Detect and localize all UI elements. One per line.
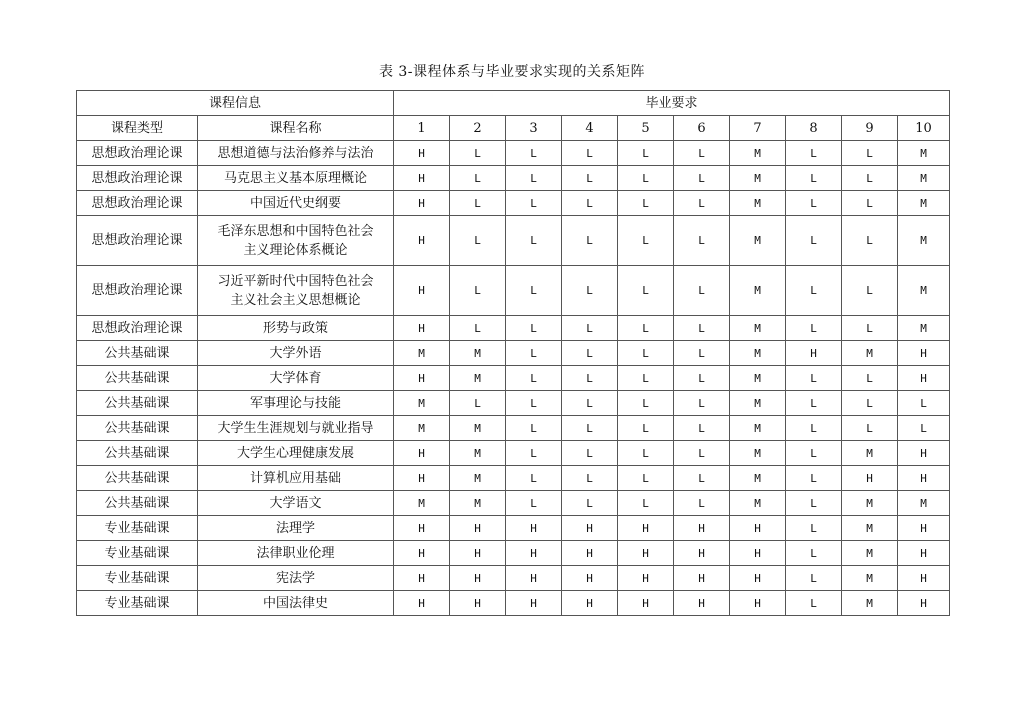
grade-cell: L [786,391,842,416]
table-row [77,166,950,191]
grade-cell: L [506,416,562,441]
course-type-cell: 思想政治理论课 [77,166,198,191]
grade-cell: L [562,216,618,266]
grade-cell: H [450,541,506,566]
grade-cell: L [562,366,618,391]
grade-cell: H [618,566,674,591]
grade-cell: M [730,391,786,416]
course-type-cell: 思想政治理论课 [77,191,198,216]
grade-cell: L [674,391,730,416]
grade-cell: L [842,141,898,166]
grade-cell: M [898,491,950,516]
grade-cell: H [506,541,562,566]
grade-cell: L [674,466,730,491]
table-row [77,316,950,341]
course-name-cell: 大学语文 [198,491,394,516]
table-row [77,191,950,216]
table-row [77,466,950,491]
grade-cell: H [394,316,450,341]
grade-cell: H [842,466,898,491]
grade-cell: L [506,441,562,466]
grade-cell: L [898,416,950,441]
grade-cell: M [730,266,786,316]
grade-cell: H [730,566,786,591]
header-course-type: 课程类型 [77,116,198,141]
grade-cell: L [842,191,898,216]
grade-cell: H [506,591,562,616]
table-row [77,441,950,466]
grade-cell: L [618,266,674,316]
course-name-line: 习近平新时代中国特色社会 [217,273,374,289]
course-type-cell: 公共基础课 [77,491,198,516]
grade-cell: H [394,466,450,491]
grade-cell: L [618,466,674,491]
course-name-cell: 中国法律史 [198,591,394,616]
grade-cell: L [562,491,618,516]
course-name-line: 主义理论体系概论 [243,242,348,258]
grade-cell: H [786,341,842,366]
grade-cell: L [786,191,842,216]
grade-cell: M [730,191,786,216]
grade-cell: L [786,591,842,616]
grade-cell: L [786,491,842,516]
course-type-cell: 思想政治理论课 [77,266,198,316]
header-req-7: 7 [730,116,786,141]
grade-cell: L [618,491,674,516]
grade-cell: H [450,591,506,616]
table-row [77,491,950,516]
grade-cell: L [450,166,506,191]
grade-cell: M [730,366,786,391]
grade-cell: H [730,516,786,541]
grade-cell: L [618,341,674,366]
grade-cell: L [562,166,618,191]
header-graduation-requirements: 毕业要求 [394,91,950,116]
grade-cell: H [394,216,450,266]
grade-cell: H [674,516,730,541]
grade-cell: H [450,516,506,541]
grade-cell: M [842,541,898,566]
grade-cell: L [562,466,618,491]
grade-cell: M [450,441,506,466]
course-name-cell: 宪法学 [198,566,394,591]
course-name-cell: 大学外语 [198,341,394,366]
table-row [77,541,950,566]
grade-cell: L [898,391,950,416]
table-row [77,266,950,316]
grade-cell: M [450,366,506,391]
grade-cell: M [730,166,786,191]
header-req-4: 4 [562,116,618,141]
course-name-cell: 中国近代史纲要 [198,191,394,216]
grade-cell: L [562,416,618,441]
grade-cell: M [394,416,450,441]
grade-cell: H [506,516,562,541]
header-req-3: 3 [506,116,562,141]
grade-cell: L [786,566,842,591]
course-name-line: 毛泽东思想和中国特色社会 [217,223,374,239]
grade-cell: L [786,216,842,266]
grade-cell: L [450,266,506,316]
grade-cell: H [394,516,450,541]
course-name-cell: 大学生心理健康发展 [198,441,394,466]
header-req-6: 6 [674,116,730,141]
requirements-matrix-table [76,90,950,616]
table-title: 表 3-课程体系与毕业要求实现的关系矩阵 [378,64,646,80]
header-group-row [77,91,950,116]
grade-cell: L [506,341,562,366]
grade-cell: M [898,216,950,266]
grade-cell: L [562,191,618,216]
grade-cell: H [562,516,618,541]
grade-cell: M [394,391,450,416]
grade-cell: L [506,466,562,491]
grade-cell: H [394,541,450,566]
grade-cell: L [450,216,506,266]
grade-cell: M [842,341,898,366]
grade-cell: M [730,491,786,516]
grade-cell: L [506,366,562,391]
grade-cell: L [842,391,898,416]
grade-cell: M [842,516,898,541]
grade-cell: H [730,541,786,566]
grade-cell: L [562,341,618,366]
header-course-info: 课程信息 [77,91,394,116]
course-type-cell: 公共基础课 [77,466,198,491]
grade-cell: M [450,341,506,366]
table-row [77,391,950,416]
grade-cell: M [842,491,898,516]
grade-cell: L [786,541,842,566]
grade-cell: L [842,316,898,341]
grade-cell: H [394,191,450,216]
course-type-cell: 公共基础课 [77,416,198,441]
grade-cell: L [842,266,898,316]
table-row [77,341,950,366]
header-req-1: 1 [394,116,450,141]
grade-cell: L [618,216,674,266]
grade-cell: M [730,141,786,166]
grade-cell: L [786,516,842,541]
grade-cell: H [898,566,950,591]
course-type-cell: 公共基础课 [77,341,198,366]
grade-cell: H [618,516,674,541]
grade-cell: L [674,441,730,466]
course-type-cell: 思想政治理论课 [77,216,198,266]
grade-cell: L [674,366,730,391]
course-name-cell: 大学体育 [198,366,394,391]
course-name-cell: 法理学 [198,516,394,541]
grade-cell: M [842,566,898,591]
table-row [77,141,950,166]
grade-cell: M [730,316,786,341]
course-type-cell: 专业基础课 [77,566,198,591]
grade-cell: L [786,441,842,466]
grade-cell: M [898,266,950,316]
course-name-cell: 形势与政策 [198,316,394,341]
table-row [77,416,950,441]
grade-cell: L [618,416,674,441]
grade-cell: H [898,591,950,616]
grade-cell: M [394,341,450,366]
grade-cell: H [618,591,674,616]
grade-cell: M [898,316,950,341]
grade-cell: L [842,366,898,391]
table-row [77,566,950,591]
grade-cell: L [618,191,674,216]
grade-cell: L [506,266,562,316]
grade-cell: H [394,266,450,316]
grade-cell: L [562,316,618,341]
grade-cell: L [450,391,506,416]
grade-cell: L [674,316,730,341]
grade-cell: H [394,591,450,616]
grade-cell: L [786,141,842,166]
grade-cell: M [450,491,506,516]
grade-cell: H [394,366,450,391]
grade-cell: M [842,591,898,616]
header-req-9: 9 [842,116,898,141]
grade-cell: H [898,366,950,391]
course-type-cell: 公共基础课 [77,366,198,391]
grade-cell: L [506,191,562,216]
header-req-8: 8 [786,116,842,141]
grade-cell: L [842,416,898,441]
course-name-cell: 计算机应用基础 [198,466,394,491]
grade-cell: L [506,141,562,166]
course-name-cell: 思想道德与法治修养与法治 [198,141,394,166]
course-name-cell: 军事理论与技能 [198,391,394,416]
grade-cell: H [394,141,450,166]
table-row [77,216,950,266]
course-type-cell: 公共基础课 [77,441,198,466]
grade-cell: M [730,466,786,491]
grade-cell: L [786,316,842,341]
grade-cell: L [618,391,674,416]
grade-cell: H [898,541,950,566]
grade-cell: H [674,591,730,616]
grade-cell: M [898,166,950,191]
grade-cell: H [674,566,730,591]
grade-cell: H [394,441,450,466]
grade-cell: L [562,266,618,316]
grade-cell: L [618,366,674,391]
grade-cell: L [618,166,674,191]
grade-cell: L [618,441,674,466]
grade-cell: L [674,341,730,366]
grade-cell: M [450,466,506,491]
course-type-cell: 思想政治理论课 [77,316,198,341]
grade-cell: L [450,141,506,166]
grade-cell: H [898,516,950,541]
grade-cell: L [562,141,618,166]
grade-cell: L [562,391,618,416]
header-column-row [77,116,950,141]
grade-cell: H [394,566,450,591]
grade-cell: H [562,591,618,616]
course-type-cell: 专业基础课 [77,591,198,616]
course-name-cell [198,216,394,266]
table-row [77,516,950,541]
grade-cell: M [730,416,786,441]
grade-cell: L [618,141,674,166]
grade-cell: H [562,566,618,591]
course-type-cell: 公共基础课 [77,391,198,416]
grade-cell: L [674,416,730,441]
grade-cell: H [730,591,786,616]
grade-cell: H [506,566,562,591]
grade-cell: H [394,166,450,191]
grade-cell: L [450,316,506,341]
grade-cell: L [506,216,562,266]
grade-cell: L [674,191,730,216]
grade-cell: H [898,466,950,491]
grade-cell: L [674,166,730,191]
grade-cell: L [786,166,842,191]
grade-cell: L [674,216,730,266]
grade-cell: L [674,141,730,166]
grade-cell: H [898,441,950,466]
grade-cell: L [674,491,730,516]
grade-cell: H [898,341,950,366]
grade-cell: L [786,366,842,391]
grade-cell: M [730,441,786,466]
header-req-2: 2 [450,116,506,141]
grade-cell: L [506,316,562,341]
header-course-name: 课程名称 [198,116,394,141]
course-name-cell [198,266,394,316]
course-name-cell: 大学生生涯规划与就业指导 [198,416,394,441]
grade-cell: H [450,566,506,591]
header-req-5: 5 [618,116,674,141]
grade-cell: M [842,441,898,466]
grade-cell: L [786,416,842,441]
grade-cell: H [562,541,618,566]
grade-cell: L [674,266,730,316]
grade-cell: M [394,491,450,516]
grade-cell: M [898,141,950,166]
grade-cell: L [506,166,562,191]
grade-cell: L [786,266,842,316]
grade-cell: L [450,191,506,216]
grade-cell: L [618,316,674,341]
course-type-cell: 专业基础课 [77,541,198,566]
course-type-cell: 思想政治理论课 [77,141,198,166]
grade-cell: M [730,341,786,366]
header-req-10: 10 [898,116,950,141]
grade-cell: L [506,391,562,416]
grade-cell: L [786,466,842,491]
table-row [77,366,950,391]
grade-cell: M [898,191,950,216]
grade-cell: L [842,216,898,266]
grade-cell: L [562,441,618,466]
grade-cell: M [730,216,786,266]
course-type-cell: 专业基础课 [77,516,198,541]
course-name-line: 主义社会主义思想概论 [230,292,361,308]
course-name-cell: 马克思主义基本原理概论 [198,166,394,191]
grade-cell: H [618,541,674,566]
grade-cell: M [450,416,506,441]
grade-cell: L [506,491,562,516]
course-name-cell: 法律职业伦理 [198,541,394,566]
table-row [77,591,950,616]
grade-cell: L [842,166,898,191]
grade-cell: H [674,541,730,566]
